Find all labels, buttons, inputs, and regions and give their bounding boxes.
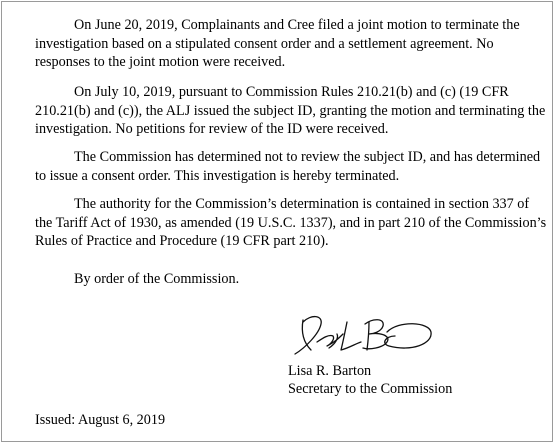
paragraph-authority: The authority for the Commission’s determination is contained in section 337 of the Tariff Act of 1930, as amended (19 U.S.C. 1337), and in part 210 of the Commission’s Rules of Practice and Procedure (19 CFR part 210). [35,196,547,249]
signer-name: Lisa R. Barton [288,363,372,379]
paragraph-alj-initial-determination: On July 10, 2019, pursuant to Commission Rules 210.21(b) and (c) (19 CFR 210.21(b) and (c)), the ALJ issued the subject ID, granting the motion and terminating the investigation. No petitions for review of the ID were received. [35,84,546,137]
paragraph-commission-determination: The Commission has determined not to review the subject ID, and has determined to issue a consent order. This investigation is hereby terminated. [35,149,541,184]
paragraph-joint-motion: On June 20, 2019, Complainants and Cree filed a joint motion to terminate the investigation based on a stipulated consent order and a settlement agreement. No responses to the joint motion were received. [35,17,520,70]
issued-date: Issued: August 6, 2019 [35,412,166,428]
document-page [1,1,553,442]
closing-line: By order of the Commission. [74,271,240,287]
handwritten-signature [289,312,439,358]
signer-title: Secretary to the Commission [288,381,453,397]
